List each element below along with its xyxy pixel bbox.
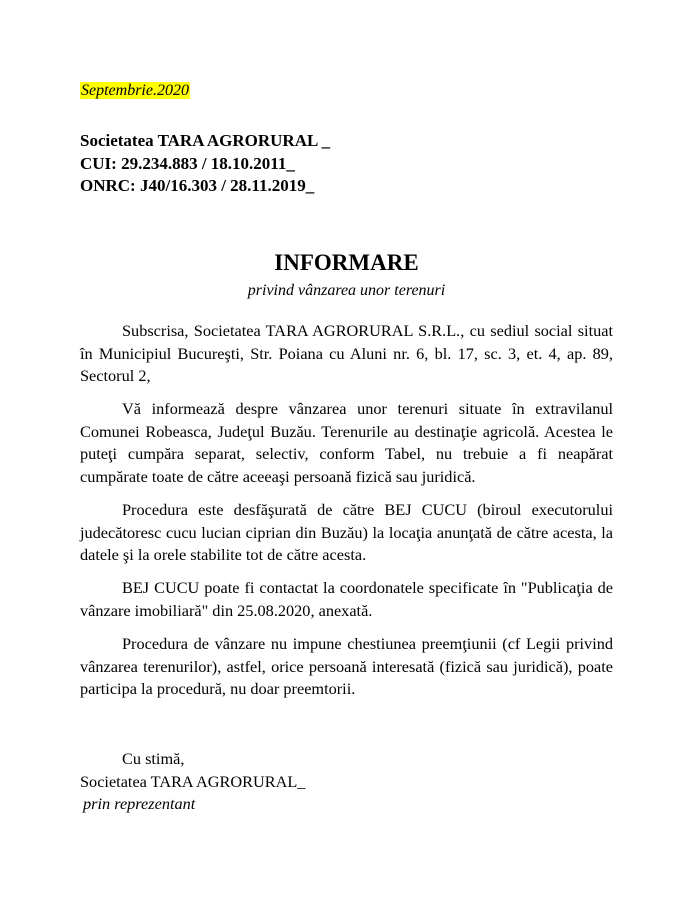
date-highlight: Septembrie.2020 bbox=[81, 82, 189, 99]
document-body bbox=[80, 320, 613, 711]
paragraph-land-info: Vă informează despre vânzarea unor terenuri situate în extravilanul Comunei Robeasca, Judeţul Buzău. Terenurile au destinaţie agricolă. Acestea le puteţi cumpăra separat, selectiv, conform Tabel, nu trebuie a fi neapărat cumpărate toate de către aceeaşi persoană fizică sau juridică. bbox=[80, 399, 613, 487]
company-name: Societatea TARA AGRORURAL _ bbox=[80, 131, 331, 150]
company-cui: CUI: 29.234.883 / 18.10.2011_ bbox=[80, 153, 295, 173]
closing-greeting: Cu stimă, bbox=[122, 749, 185, 768]
company-header bbox=[80, 130, 330, 198]
paragraph-contact: BEJ CUCU poate fi contactat la coordonatele specificate în "Publicaţia de vânzare imobiliară" din 25.08.2020, anexată. bbox=[80, 578, 613, 621]
document-title: INFORMARE bbox=[274, 250, 419, 275]
paragraph-procedure: Procedura este desfăşurată de către BEJ CUCU (biroul executorului judecătoresc cucu lucian ciprian din Buzău) la locaţia anunţată de către acesta, la datele şi la orele stabilite tot de către acesta. bbox=[80, 500, 613, 565]
closing-signatory: Societatea TARA AGRORURAL_ bbox=[80, 771, 306, 791]
company-onrc: ONRC: J40/16.303 / 28.11.2019_ bbox=[80, 176, 315, 195]
closing-block bbox=[80, 748, 305, 816]
closing-representative: prin reprezentant bbox=[83, 794, 196, 814]
paragraph-preemption: Procedura de vânzare nu impune chestiunea preemţiunii (cf Legii privind vânzarea terenurilor), astfel, orice persoană interesată (fizică sau juridică), poate participa la procedură, nu doar preemtorii. bbox=[80, 634, 613, 699]
paragraph-subscriber: Subscrisa, Societatea TARA AGRORURAL S.R.L., cu sediul social situat în Municipiul Bucureşti, Str. Poiana cu Aluni nr. 6, bl. 17, sc. 3, et. 4, ap. 89, Sectorul 2, bbox=[80, 321, 613, 386]
document-subtitle: privind vânzarea unor terenuri bbox=[247, 282, 446, 299]
document-date bbox=[80, 80, 190, 102]
